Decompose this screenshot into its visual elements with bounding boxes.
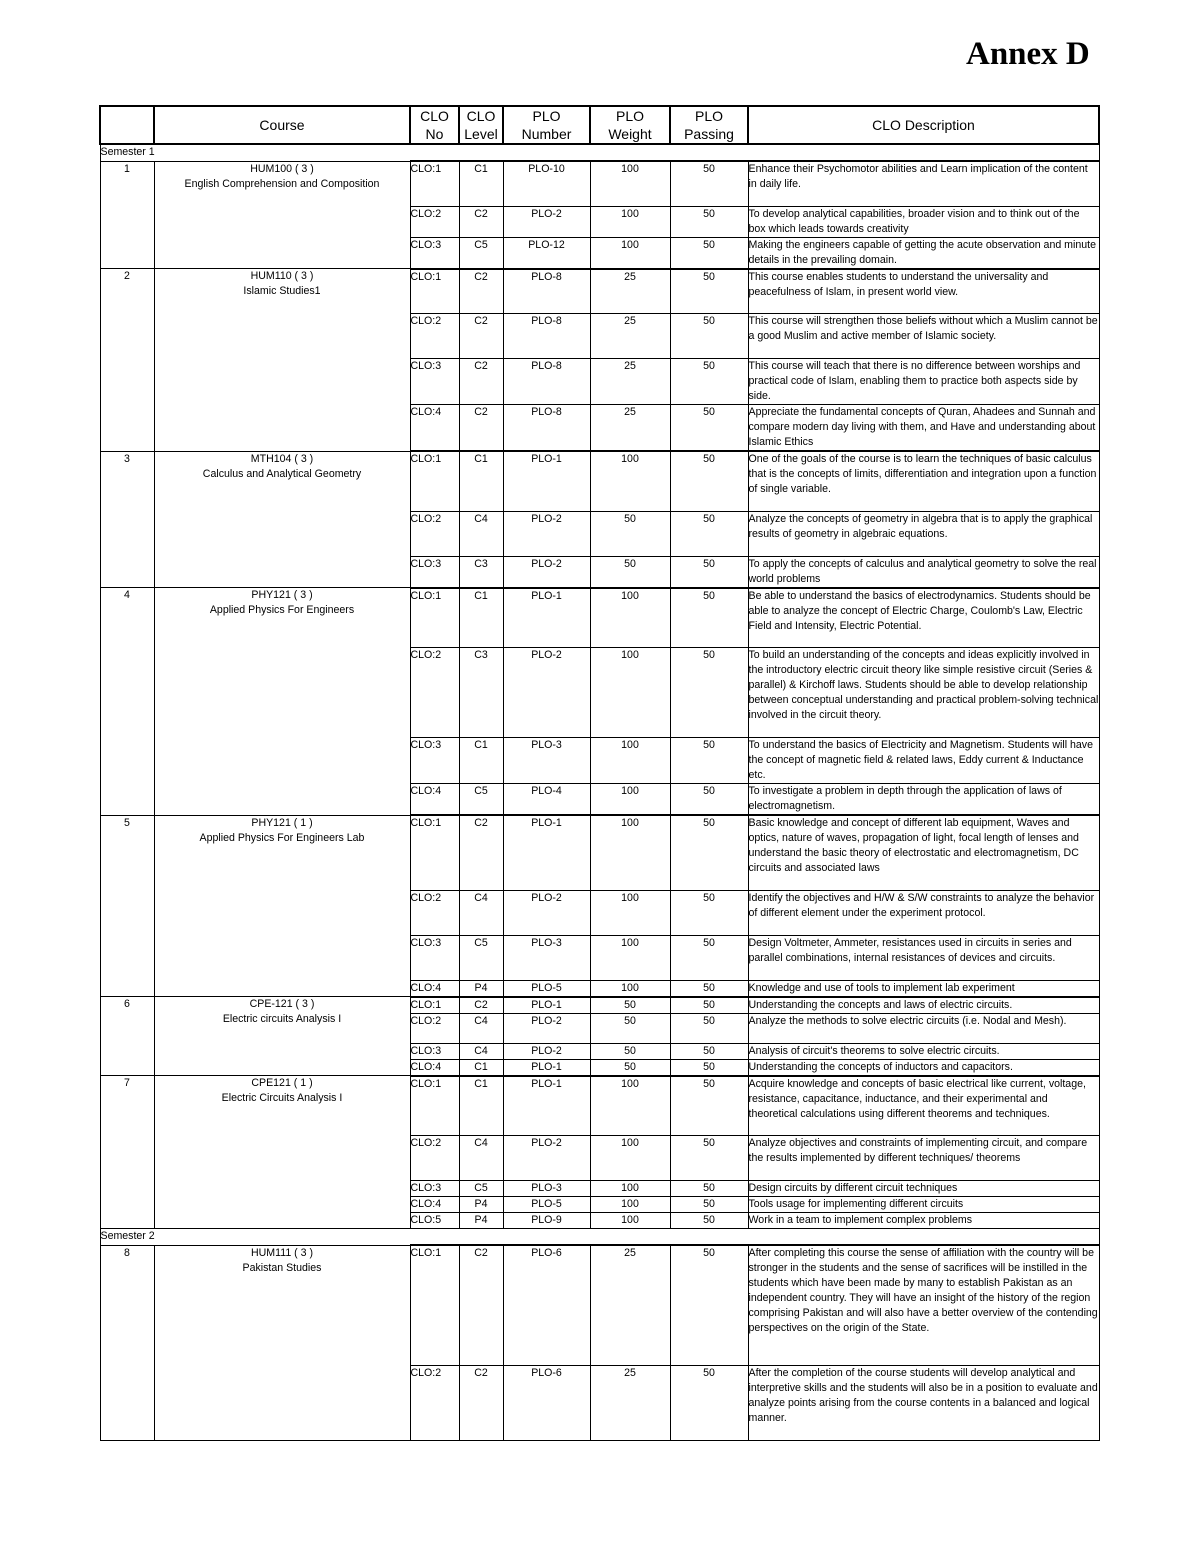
clo-description: Analyze the concepts of geometry in algebra that is to apply the graphical results of geometry in algebraic equations. (748, 511, 1099, 556)
plo-passing: 50 (670, 1181, 748, 1197)
clo-level: P4 (459, 980, 503, 997)
clo-level: C2 (459, 1245, 503, 1365)
plo-weight: 100 (590, 1213, 670, 1229)
clo-level: C2 (459, 815, 503, 890)
plo-passing: 50 (670, 997, 748, 1014)
plo-passing: 50 (670, 890, 748, 935)
plo-weight: 100 (590, 1197, 670, 1213)
clo-level: C5 (459, 935, 503, 980)
plo-weight: 100 (590, 890, 670, 935)
course-number: 2 (100, 269, 154, 452)
course-number: 1 (100, 161, 154, 269)
plo-passing: 50 (670, 935, 748, 980)
plo-weight: 100 (590, 451, 670, 511)
plo-number: PLO-4 (503, 784, 590, 816)
table-row (100, 161, 1099, 206)
clo-level: C3 (459, 648, 503, 738)
plo-weight: 100 (590, 648, 670, 738)
clo-level: C1 (459, 1076, 503, 1136)
clo-description: Analyze the methods to solve electric circuits (i.e. Nodal and Mesh). (748, 1013, 1099, 1043)
course-number: 5 (100, 815, 154, 997)
clo-number: CLO:2 (410, 206, 459, 237)
clo-number: CLO:2 (410, 511, 459, 556)
plo-passing: 50 (670, 1245, 748, 1365)
plo-passing: 50 (670, 206, 748, 237)
header-course: Course (154, 106, 410, 144)
clo-description: Making the engineers capable of getting the acute observation and minute details in the prevailing domain. (748, 237, 1099, 269)
plo-weight: 100 (590, 1181, 670, 1197)
clo-description: To apply the concepts of calculus and analytical geometry to solve the real world problems (748, 556, 1099, 588)
clo-description: This course enables students to understand the universality and peacefulness of Islam, in present world view. (748, 269, 1099, 314)
clo-level: C2 (459, 1365, 503, 1440)
course-cell (154, 997, 410, 1076)
header-plo-number: PLO Number (503, 106, 590, 144)
clo-description: Basic knowledge and concept of different lab equipment, Waves and optics, nature of waves, propagation of light, focal length of lenses and understand the basic theory of electrostatic and electromagnetism, DC circuits and associated laws (748, 815, 1099, 890)
clo-level: C1 (459, 161, 503, 206)
clo-level: C2 (459, 314, 503, 359)
plo-passing: 50 (670, 1076, 748, 1136)
plo-passing: 50 (670, 237, 748, 269)
plo-weight: 50 (590, 1013, 670, 1043)
plo-weight: 50 (590, 997, 670, 1014)
clo-number: CLO:4 (410, 980, 459, 997)
plo-weight: 100 (590, 935, 670, 980)
plo-weight: 25 (590, 359, 670, 405)
plo-weight: 100 (590, 815, 670, 890)
header-number (100, 106, 154, 144)
plo-passing: 50 (670, 648, 748, 738)
header-clo-no: CLO No (410, 106, 459, 144)
course-title: Electric circuits Analysis I (222, 1013, 342, 1025)
clo-number: CLO:1 (410, 815, 459, 890)
plo-passing: 50 (670, 1059, 748, 1076)
clo-description: Tools usage for implementing different circuits (748, 1197, 1099, 1213)
plo-weight: 100 (590, 161, 670, 206)
clo-level: C2 (459, 359, 503, 405)
semester-label: Semester 1 (100, 144, 1099, 161)
clo-description: Analyze objectives and constraints of implementing circuit, and compare the results implemented by different techniques/ theorems (748, 1136, 1099, 1181)
clo-number: CLO:1 (410, 161, 459, 206)
clo-description: Design circuits by different circuit techniques (748, 1181, 1099, 1197)
plo-passing: 50 (670, 784, 748, 816)
course-code: PHY121 ( 3 ) (251, 589, 313, 601)
clo-number: CLO:2 (410, 648, 459, 738)
clo-number: CLO:1 (410, 269, 459, 314)
clo-description: Work in a team to implement complex problems (748, 1213, 1099, 1229)
plo-number: PLO-12 (503, 237, 590, 269)
page-title: Annex D (966, 36, 1090, 72)
plo-number: PLO-8 (503, 269, 590, 314)
clo-number: CLO:4 (410, 1059, 459, 1076)
clo-number: CLO:2 (410, 1013, 459, 1043)
course-code: HUM111 ( 3 ) (250, 1246, 313, 1259)
plo-passing: 50 (670, 556, 748, 588)
clo-level: C2 (459, 206, 503, 237)
clo-level: C2 (459, 405, 503, 452)
plo-weight: 100 (590, 738, 670, 784)
clo-number: CLO:5 (410, 1213, 459, 1229)
clo-number: CLO:2 (410, 1136, 459, 1181)
clo-number: CLO:3 (410, 237, 459, 269)
clo-description: Design Voltmeter, Ammeter, resistances used in circuits in series and parallel combinations, internal resistances of devices and circuits. (748, 935, 1099, 980)
plo-number: PLO-6 (503, 1365, 590, 1440)
clo-number: CLO:1 (410, 1245, 459, 1365)
clo-description: Acquire knowledge and concepts of basic electrical like current, voltage, resistance, capacitance, inductance, and their experimental and theoretical calculations using different theorems and techniques. (748, 1076, 1099, 1136)
plo-number: PLO-2 (503, 511, 590, 556)
plo-number: PLO-3 (503, 935, 590, 980)
course-code: MTH104 ( 3 ) (250, 452, 314, 465)
plo-weight: 100 (590, 784, 670, 816)
table-row (100, 997, 1099, 1014)
clo-number: CLO:1 (410, 997, 459, 1014)
clo-level: C4 (459, 1136, 503, 1181)
plo-passing: 50 (670, 314, 748, 359)
clo-number: CLO:2 (410, 1365, 459, 1440)
clo-number: CLO:3 (410, 359, 459, 405)
table-row (100, 1076, 1099, 1136)
plo-passing: 50 (670, 1213, 748, 1229)
clo-description: Understanding the concepts of inductors and capacitors. (748, 1059, 1099, 1076)
course-title: Applied Physics For Engineers (209, 604, 355, 616)
plo-number: PLO-1 (503, 451, 590, 511)
clo-level: C1 (459, 1059, 503, 1076)
plo-passing: 50 (670, 511, 748, 556)
clo-number: CLO:3 (410, 556, 459, 588)
clo-number: CLO:1 (410, 451, 459, 511)
course-code: CPE121 ( 1 ) (251, 1077, 313, 1089)
clo-level: C2 (459, 997, 503, 1014)
plo-passing: 50 (670, 588, 748, 648)
plo-weight: 50 (590, 1043, 670, 1059)
clo-number: CLO:3 (410, 738, 459, 784)
clo-description: Enhance their Psychomotor abilities and Learn implication of the content in daily life. (748, 161, 1099, 206)
plo-weight: 100 (590, 1136, 670, 1181)
plo-passing: 50 (670, 359, 748, 405)
course-code: PHY121 ( 1 ) (251, 816, 313, 829)
plo-number: PLO-9 (503, 1213, 590, 1229)
plo-weight: 100 (590, 588, 670, 648)
plo-number: PLO-1 (503, 1076, 590, 1136)
clo-level: C1 (459, 588, 503, 648)
clo-description: To build an understanding of the concepts and ideas explicitly involved in the introductory electric circuit theory like simple resistive circuit (Series & parallel) & Kirchoff laws. Students should be able to develop relationship between conceptual understanding and practical problem-solving technical involved in the circuit theory. (748, 648, 1099, 738)
plo-number: PLO-2 (503, 890, 590, 935)
course-cell (154, 815, 410, 997)
plo-number: PLO-5 (503, 980, 590, 997)
plo-number: PLO-8 (503, 359, 590, 405)
clo-number: CLO:3 (410, 935, 459, 980)
header-plo-passing: PLO Passing (670, 106, 748, 144)
plo-passing: 50 (670, 1013, 748, 1043)
plo-weight: 100 (590, 206, 670, 237)
header-plo-weight: PLO Weight (590, 106, 670, 144)
clo-level: C5 (459, 784, 503, 816)
clo-level: C1 (459, 451, 503, 511)
clo-level: C4 (459, 1013, 503, 1043)
course-number: 4 (100, 588, 154, 816)
plo-weight: 50 (590, 1059, 670, 1076)
course-title: Calculus and Analytical Geometry (202, 467, 362, 480)
course-number: 6 (100, 997, 154, 1076)
plo-weight: 25 (590, 269, 670, 314)
clo-level: C4 (459, 890, 503, 935)
plo-number: PLO-3 (503, 738, 590, 784)
plo-passing: 50 (670, 980, 748, 997)
plo-weight: 50 (590, 511, 670, 556)
course-cell (154, 1245, 410, 1440)
clo-description: Appreciate the fundamental concepts of Quran, Ahadees and Sunnah and compare modern day living with them, and Have and understanding about Islamic Ethics (748, 405, 1099, 452)
plo-number: PLO-10 (503, 161, 590, 206)
table-row (100, 451, 1099, 511)
clo-level: C5 (459, 1181, 503, 1197)
semester-label: Semester 2 (100, 1229, 1099, 1246)
clo-number: CLO:4 (410, 405, 459, 452)
plo-number: PLO-2 (503, 648, 590, 738)
clo-number: CLO:1 (410, 588, 459, 648)
plo-number: PLO-1 (503, 815, 590, 890)
clo-description: Analysis of circuit's theorems to solve electric circuits. (748, 1043, 1099, 1059)
plo-passing: 50 (670, 1136, 748, 1181)
clo-level: C4 (459, 1043, 503, 1059)
clo-level: C4 (459, 511, 503, 556)
clo-description: Be able to understand the basics of electrodynamics. Students should be able to analyze the concept of Electric Charge, Coulomb's Law, Electric Field and Intensity, Electric Potential. (748, 588, 1099, 648)
clo-description: To develop analytical capabilities, broader vision and to think out of the box which leads towards creativity (748, 206, 1099, 237)
table-row (100, 815, 1099, 890)
clo-description: Identify the objectives and H/W & S/W constraints to analyze the behavior of different element under the experiment protocol. (748, 890, 1099, 935)
plo-number: PLO-1 (503, 997, 590, 1014)
plo-passing: 50 (670, 269, 748, 314)
clo-number: CLO:4 (410, 1197, 459, 1213)
plo-number: PLO-2 (503, 556, 590, 588)
plo-weight: 100 (590, 980, 670, 997)
plo-weight: 100 (590, 237, 670, 269)
course-cell (154, 451, 410, 588)
plo-weight: 25 (590, 1365, 670, 1440)
clo-description: Knowledge and use of tools to implement lab experiment (748, 980, 1099, 997)
clo-description: After completing this course the sense of affiliation with the country will be stronger in the students and the sense of sacrifices will be instilled in the students which have been made by many to establish Pakistan as an independent country. They will have an insight of the history of the region comprising Pakistan and will also have a better overview of the contending perspectives on the origin of the State. (748, 1245, 1099, 1365)
clo-description: This course will teach that there is no difference between worships and practical code of Islam, enabling them to practice both aspects side by side. (748, 359, 1099, 405)
clo-number: CLO:4 (410, 784, 459, 816)
clo-description: This course will strengthen those beliefs without which a Muslim cannot be a good Muslim and active member of Islamic society. (748, 314, 1099, 359)
course-code: HUM110 ( 3 ) (250, 270, 314, 282)
plo-number: PLO-1 (503, 1059, 590, 1076)
course-number: 8 (100, 1245, 154, 1440)
clo-description: To investigate a problem in depth through the application of laws of electromagnetism. (748, 784, 1099, 816)
clo-number: CLO:3 (410, 1043, 459, 1059)
table-header-row (100, 106, 1099, 144)
clo-level: P4 (459, 1213, 503, 1229)
course-number: 7 (100, 1076, 154, 1229)
table-row (100, 1245, 1099, 1365)
plo-passing: 50 (670, 815, 748, 890)
plo-weight: 100 (590, 1076, 670, 1136)
semester-row (100, 1229, 1099, 1246)
clo-table-body (100, 144, 1099, 1440)
plo-number: PLO-5 (503, 1197, 590, 1213)
plo-weight: 25 (590, 405, 670, 452)
plo-passing: 50 (670, 405, 748, 452)
clo-level: C3 (459, 556, 503, 588)
course-cell (154, 588, 410, 816)
course-title: Applied Physics For Engineers Lab (199, 831, 365, 844)
clo-level: C2 (459, 269, 503, 314)
plo-number: PLO-8 (503, 405, 590, 452)
clo-number: CLO:3 (410, 1181, 459, 1197)
plo-passing: 50 (670, 1043, 748, 1059)
course-cell (154, 269, 410, 452)
course-number: 3 (100, 451, 154, 588)
plo-number: PLO-3 (503, 1181, 590, 1197)
plo-number: PLO-2 (503, 1136, 590, 1181)
course-cell (154, 161, 410, 269)
table-row (100, 269, 1099, 314)
plo-number: PLO-8 (503, 314, 590, 359)
plo-weight: 25 (590, 314, 670, 359)
plo-number: PLO-2 (503, 1013, 590, 1043)
plo-number: PLO-1 (503, 588, 590, 648)
clo-level: P4 (459, 1197, 503, 1213)
clo-description: One of the goals of the course is to learn the techniques of basic calculus that is the concepts of limits, differentiation and integration upon a function of single variable. (748, 451, 1099, 511)
clo-description: Understanding the concepts and laws of electric circuits. (748, 997, 1099, 1014)
plo-number: PLO-2 (503, 1043, 590, 1059)
clo-table (99, 105, 1100, 1441)
clo-description: After the completion of the course students will develop analytical and interpretive skills and the students will also be in a position to evaluate and analyze points arising from the course contents in a balanced and logical manner. (748, 1365, 1099, 1440)
clo-number: CLO:2 (410, 314, 459, 359)
semester-row (100, 144, 1099, 161)
plo-passing: 50 (670, 1197, 748, 1213)
course-title: English Comprehension and Composition (184, 177, 380, 190)
plo-number: PLO-2 (503, 206, 590, 237)
course-code: CPE-121 ( 3 ) (249, 998, 315, 1010)
clo-number: CLO:2 (410, 890, 459, 935)
plo-weight: 25 (590, 1245, 670, 1365)
clo-description: To understand the basics of Electricity and Magnetism. Students will have the concept of magnetic field & related laws, Eddy current & Inductance etc. (748, 738, 1099, 784)
header-clo-description: CLO Description (748, 106, 1099, 144)
course-title: Electric Circuits Analysis I (221, 1092, 343, 1104)
clo-level: C1 (459, 738, 503, 784)
plo-number: PLO-6 (503, 1245, 590, 1365)
clo-level: C5 (459, 237, 503, 269)
header-clo-level: CLO Level (459, 106, 503, 144)
clo-number: CLO:1 (410, 1076, 459, 1136)
plo-weight: 50 (590, 556, 670, 588)
plo-passing: 50 (670, 451, 748, 511)
course-title: Pakistan Studies (242, 1261, 322, 1274)
course-cell (154, 1076, 410, 1229)
course-title: Islamic Studies1 (243, 285, 321, 297)
table-row (100, 588, 1099, 648)
course-code: HUM100 ( 3 ) (250, 162, 314, 175)
plo-passing: 50 (670, 161, 748, 206)
plo-passing: 50 (670, 1365, 748, 1440)
plo-passing: 50 (670, 738, 748, 784)
